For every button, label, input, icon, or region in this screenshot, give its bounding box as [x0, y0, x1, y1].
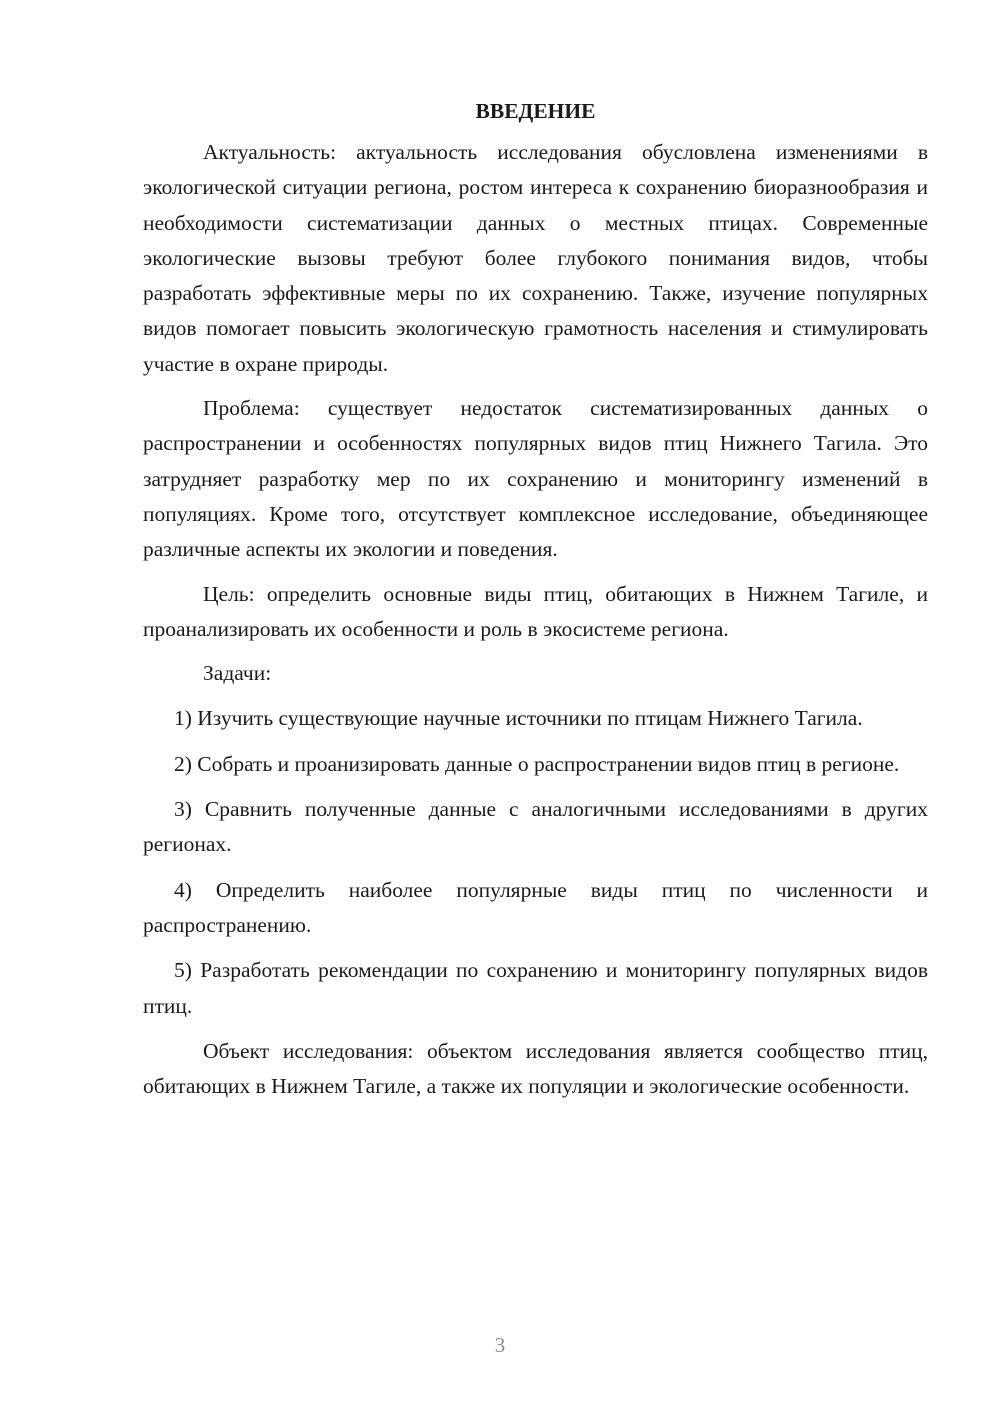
problem-paragraph: Проблема: существует недостаток систематизированных данных о распространении и особенностях популярных видов птиц Нижнего Тагила. Это затрудняет разработку мер по их сохранению и мониторингу изменений в популяциях. Кроме того, отсутствует комплексное исследование, объединяющее различные аспекты их экологии и поведения.	[143, 396, 928, 562]
task-item: 5) Разработать рекомендации по сохранению и мониторингу популярных видов птиц.	[143, 958, 928, 1018]
page-number: 3	[494, 1333, 506, 1357]
task-item: 1) Изучить существующие научные источники по птицам Нижнего Тагила.	[174, 706, 863, 731]
task-item: 3) Сравнить полученные данные с аналогичными исследованиями в других регионах.	[143, 797, 928, 857]
section-heading: ВВЕДЕНИЕ	[475, 99, 596, 123]
document-page	[143, 94, 928, 1113]
goal-paragraph: Цель: определить основные виды птиц, обитающих в Нижнем Тагиле, и проанализировать их особенности и роль в экосистеме региона.	[143, 581, 928, 641]
task-item: 4) Определить наиболее популярные виды птиц по численности и распространению.	[143, 877, 928, 937]
object-paragraph: Объект исследования: объектом исследования является сообщество птиц, обитающих в Нижнем Тагиле, а также их популяции и экологические особенности.	[143, 1038, 928, 1099]
tasks-label: Задачи:	[203, 661, 272, 686]
relevance-paragraph: Актуальность: актуальность исследования обусловлена изменениями в экологической ситуации региона, ростом интереса к сохранению биоразнообразия и необходимости систематизации данных о местных птицах. Современные экологические вызовы требуют более глубокого понимания видов, чтобы разработать эффективные меры по их сохранению. Также, изучение популярных видов помогает повысить экологическую грамотность населения и стимулировать участие в охране природы.	[143, 140, 928, 376]
task-item: 2) Собрать и проанизировать данные о распространении видов птиц в регионе.	[174, 751, 900, 776]
tasks-list	[143, 701, 928, 1023]
